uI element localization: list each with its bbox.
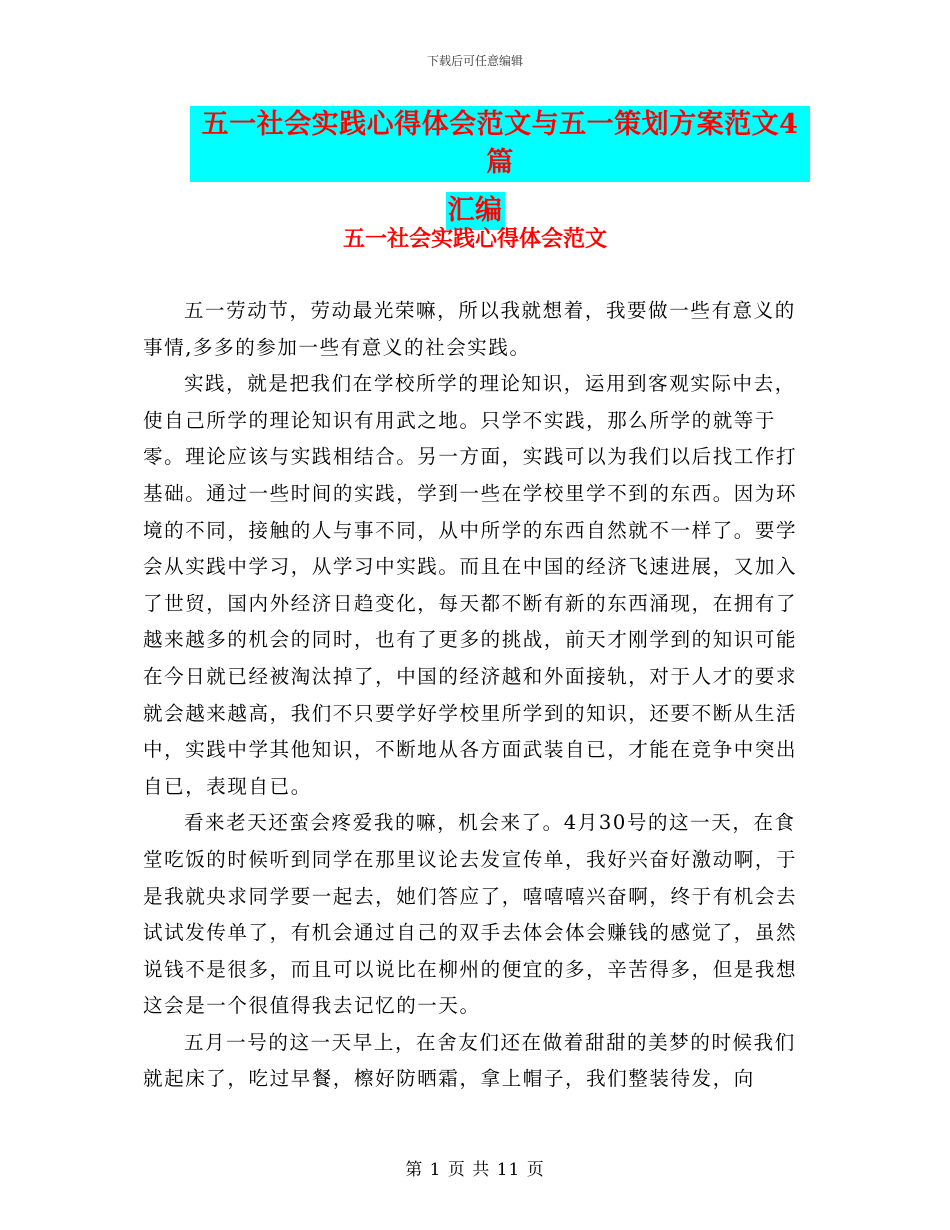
title-line-2: 汇编 [446, 192, 505, 230]
page-footer: 第 1 页 共 11 页 [405, 1160, 545, 1180]
body-text [143, 293, 803, 1098]
title-line-1: 五一社会实践心得体会范文与五一策划方案范文4篇 [190, 106, 810, 182]
page-header-note: 下载后可任意编辑 [426, 54, 523, 68]
paragraph: 五一劳动节，劳动最光荣嘛，所以我就想着，我要做一些有意义的事情,多多的参加一些有意义的社会实践。 [143, 299, 796, 359]
paragraph: 五月一号的这一天早上，在舍友们还在做着甜甜的美梦的时候我们就起床了，吃过早餐，檫好防晒霜，拿上帽子，我们整装待发，向 [143, 1030, 796, 1091]
section-title: 五一社会实践心得体会范文 [342, 226, 607, 252]
document-title [140, 106, 810, 230]
paragraph: 实践，就是把我们在学校所学的理论知识，运用到客观实际中去，使自己所学的理论知识有用武之地。只学不实践，那么所学的就等于零。理论应该与实践相结合。另一方面，实践可以为我们以后找工作打基础。通过一些时间的实践，学到一些在学校里学不到的东西。因为环境的不同，接触的人与事不同，从中所学的东西自然就不一样了。要学会从实践中学习，从学习中实践。而且在中国的经济飞速进展，又加入了世贸，国内外经济日趋变化，每天都不断有新的东西涌现，在拥有了越来越多的机会的同时，也有了更多的挑战，前天才刚学到的知识可能在今日就已经被淘汰掉了，中国的经济越和外面接轨，对于人才的要求就会越来越高，我们不只要学好学校里所学到的知识，还要不断从生活中，实践中学其他知识，不断地从各方面武装自已，才能在竞争中突出自已，表现自已。 [143, 372, 798, 798]
paragraph: 看来老天还蛮会疼爱我的嘛，机会来了。4月30号的这一天，在食堂吃饭的时候听到同学在那里议论去发宣传单，我好兴奋好激动啊，于是我就央求同学要一起去，她们答应了，嘻嘻嘻兴奋啊，终于有机会去试试发传单了，有机会通过自己的双手去体会体会赚钱的感觉了，虽然说钱不是很多，而且可以说比在柳州的便宜的多，辛苦得多，但是我想这会是一个很值得我去记忆的一天。 [143, 811, 798, 1018]
